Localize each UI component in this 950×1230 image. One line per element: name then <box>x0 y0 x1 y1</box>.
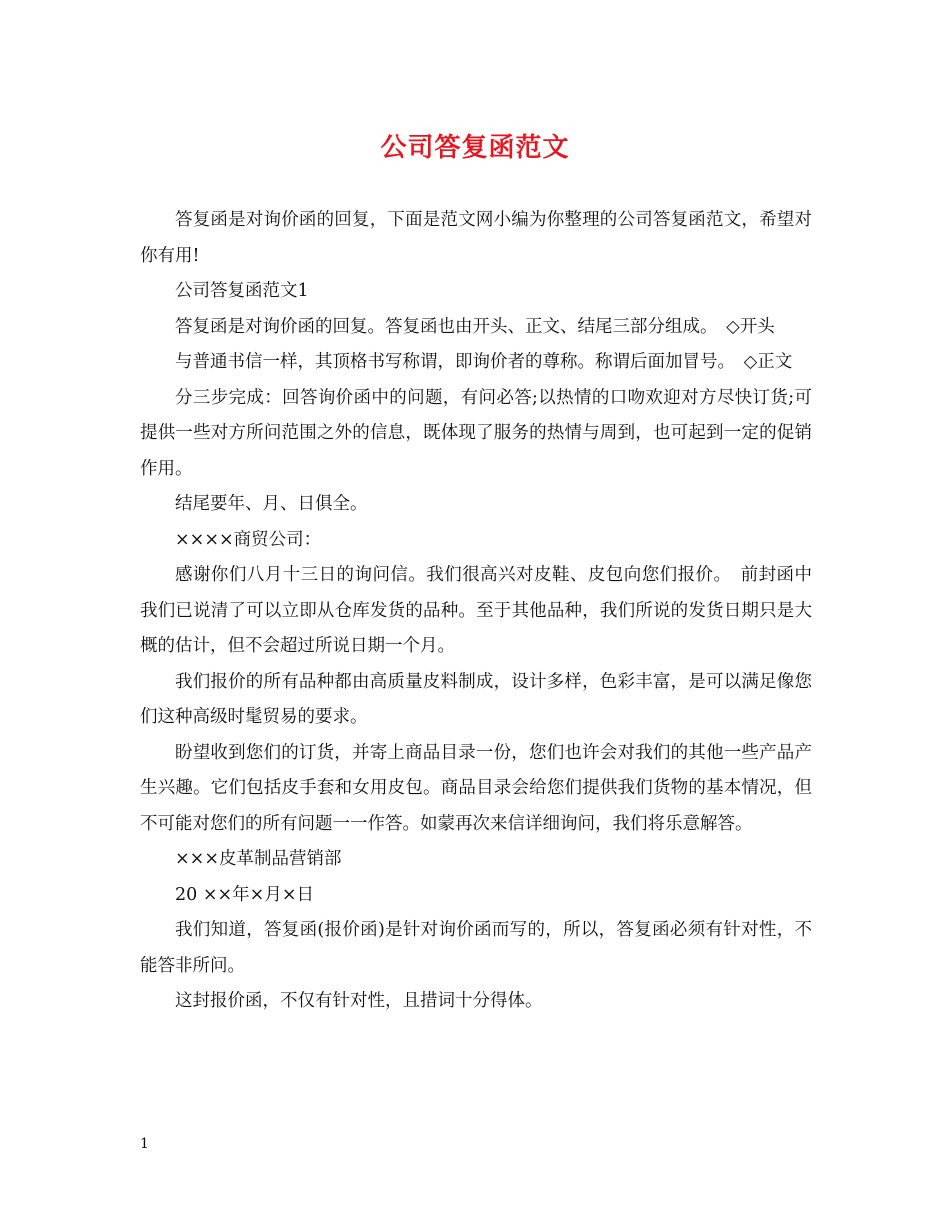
document-body <box>140 203 812 1020</box>
paragraph-ending: 结尾要年、月、日俱全。 <box>175 494 368 514</box>
paragraph-analysis-1: 我们知道，答复函(报价函)是针对询价函而写的，所以，答复函必须有针对性，不能答非所问。 <box>140 920 812 976</box>
document-title: 公司答复函范文 <box>380 133 570 163</box>
page-number: 1 <box>140 1136 149 1152</box>
paragraph-body-steps: 分三步完成：回答询价函中的问题，有问必答;以热情的口吻欢迎对方尽快订货;可提供一些对方所问范围之外的信息，既体现了服务的热情与周到，也可起到一定的促销作用。 <box>140 387 812 479</box>
paragraph-opening: 与普通书信一样，其顶格书写称谓，即询价者的尊称。称谓后面加冒号。 ◇正文 <box>175 352 793 372</box>
paragraph-analysis-2: 这封报价函，不仅有针对性，且措词十分得体。 <box>175 991 543 1011</box>
paragraph-letter-3: 盼望收到您们的订货，并寄上商品目录一份，您们也许会对我们的其他一些产品产生兴趣。它们包括皮手套和女用皮包。商品目录会给您们提供我们货物的基本情况，但不可能对您们的所有问题一一作答。如蒙再次来信详细询问，我们将乐意解答。 <box>140 742 812 834</box>
paragraph-intro: 答复函是对询价函的回复，下面是范文网小编为你整理的公司答复函范文，希望对你有用! <box>140 210 812 266</box>
paragraph-date: 20 ××年×月×日 <box>175 884 314 905</box>
paragraph-letter-1: 感谢你们八月十三日的询问信。我们很高兴对皮鞋、皮包向您们报价。 前封函中我们已说清了可以立即从仓库发货的品种。至于其他品种，我们所说的发货日期只是大概的估计，但不会超过所说日期一个月。 <box>140 565 812 656</box>
paragraph-letter-2: 我们报价的所有品种都由高质量皮料制成，设计多样，色彩丰富，是可以满足像您们这种高级时髦贸易的要求。 <box>140 671 812 727</box>
paragraph-signature: ×××皮革制品营销部 <box>175 849 342 869</box>
paragraph-structure: 答复函是对询价函的回复。答复函也由开头、正文、结尾三部分组成。 ◇开头 <box>175 316 775 337</box>
paragraph-sample-heading: 公司答复函范文1 <box>175 281 309 301</box>
paragraph-salutation: ××××商贸公司： <box>175 529 322 550</box>
